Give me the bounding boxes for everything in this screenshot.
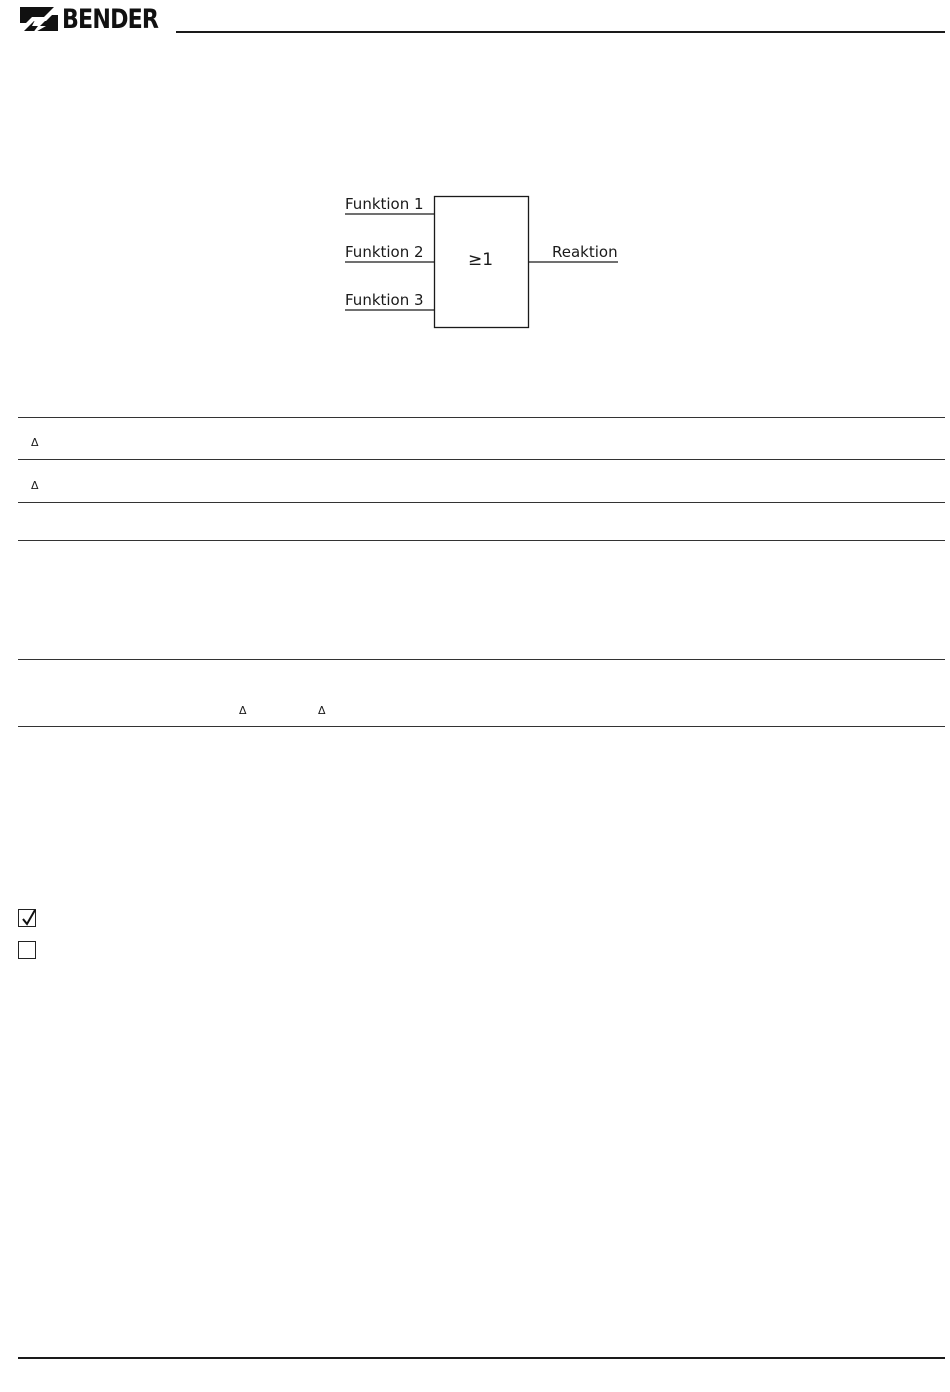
- input-label-2: Funktion 2: [345, 243, 424, 261]
- row-5-delta-symbol-1: Δ: [239, 704, 247, 717]
- row-1-delta-symbol: Δ: [31, 436, 39, 449]
- input-label-1: Funktion 1: [345, 195, 424, 213]
- input-label-3: Funktion 3: [345, 291, 424, 309]
- bender-logo: [18, 3, 179, 35]
- table-rule: [18, 502, 945, 503]
- row-5-delta-symbol-2: Δ: [318, 704, 326, 717]
- checked-box-icon: [18, 909, 36, 927]
- table-rule: [18, 459, 945, 460]
- row-2-delta-symbol: Δ: [31, 479, 39, 492]
- or-gate-diagram: [340, 185, 630, 335]
- gate-symbol: ≥1: [468, 250, 494, 270]
- table-rule: [18, 659, 945, 660]
- footer-rule: [18, 1357, 945, 1359]
- output-label: Reaktion: [552, 243, 618, 261]
- bender-logo-icon: [18, 4, 60, 34]
- table-rule-bottom: [18, 726, 945, 727]
- empty-box-icon: [18, 941, 36, 959]
- table-rule: [18, 540, 945, 541]
- table-rule-top: [18, 417, 945, 418]
- brand-name: BENDER: [62, 3, 159, 35]
- header-rule: [176, 31, 945, 33]
